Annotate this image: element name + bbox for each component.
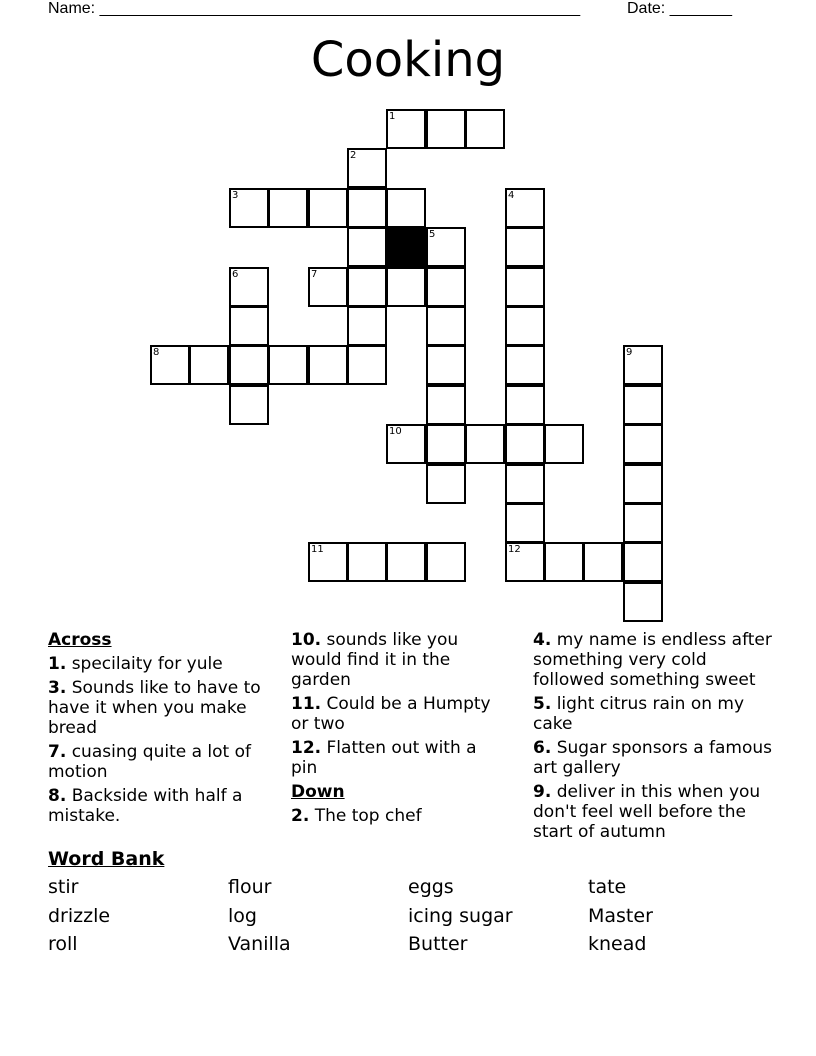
clue-down-6: 6. Sugar sponsors a famous art gallery: [533, 738, 773, 778]
grid-cell[interactable]: [623, 542, 663, 582]
clue-down-5: 5. light citrus rain on my cake: [533, 694, 745, 734]
word-bank-item: tate: [588, 876, 627, 898]
grid-cell[interactable]: [505, 188, 545, 228]
grid-cell[interactable]: [623, 503, 663, 543]
grid-cell[interactable]: [426, 227, 466, 267]
grid-cell[interactable]: [426, 385, 466, 425]
grid-cell[interactable]: [505, 503, 545, 543]
grid-cell[interactable]: [386, 424, 426, 464]
cell-number: 8: [153, 347, 160, 358]
grid-cell[interactable]: [465, 424, 505, 464]
word-bank-item: Butter: [408, 933, 468, 955]
grid-cell[interactable]: [386, 188, 426, 228]
word-bank-item: stir: [48, 876, 79, 898]
grid-cell[interactable]: [505, 267, 545, 307]
cell-number: 11: [311, 544, 324, 555]
grid-cell[interactable]: [150, 345, 190, 385]
name-field-label: Name: ______________________________________________________: [48, 0, 581, 17]
clue-down-4: 4. my name is endless after something very cold followed something sweet: [533, 630, 772, 690]
grid-cell[interactable]: [465, 109, 505, 149]
grid-cell[interactable]: [308, 542, 348, 582]
grid-cell[interactable]: [505, 345, 545, 385]
grid-cell[interactable]: [544, 542, 584, 582]
grid-cell[interactable]: [426, 345, 466, 385]
cell-number: 10: [389, 426, 402, 437]
grid-cell[interactable]: [308, 267, 348, 307]
page-title: Cooking: [310, 32, 506, 88]
grid-cell[interactable]: [229, 385, 269, 425]
down-heading: Down: [291, 782, 345, 802]
grid-cell[interactable]: [426, 542, 466, 582]
grid-cell[interactable]: [426, 424, 466, 464]
grid-cell[interactable]: [229, 306, 269, 346]
clue-across-12: 12. Flatten out with a pin: [291, 738, 477, 778]
clue-across-7: 7. cuasing quite a lot of motion: [48, 742, 252, 782]
grid-cell[interactable]: [308, 345, 348, 385]
grid-cell[interactable]: [386, 267, 426, 307]
grid-cell[interactable]: [426, 109, 466, 149]
grid-cell[interactable]: [505, 464, 545, 504]
date-field-label: Date: _______: [627, 0, 732, 17]
clues-column-2: [291, 630, 503, 830]
cell-number: 1: [389, 111, 396, 122]
word-bank-item: roll: [48, 933, 78, 955]
cell-number: 12: [508, 544, 521, 555]
grid-cell[interactable]: [505, 306, 545, 346]
grid-cell[interactable]: [426, 306, 466, 346]
grid-cell[interactable]: [623, 385, 663, 425]
grid-cell[interactable]: [386, 542, 426, 582]
grid-cell[interactable]: [347, 542, 387, 582]
cell-number: 4: [508, 190, 515, 201]
word-bank-item: Master: [588, 905, 653, 927]
grid-cell[interactable]: [347, 227, 387, 267]
word-bank-item: eggs: [408, 876, 454, 898]
grid-cell[interactable]: [347, 306, 387, 346]
grid-cell[interactable]: [623, 582, 663, 622]
grid-cell[interactable]: [583, 542, 623, 582]
grid-cell[interactable]: [623, 464, 663, 504]
word-bank-item: Vanilla: [228, 933, 291, 955]
grid-cell[interactable]: [347, 188, 387, 228]
grid-cell[interactable]: [268, 345, 308, 385]
across-heading: Across: [48, 630, 112, 650]
clue-down-9: 9. deliver in this when you don't feel well before the start of autumn: [533, 782, 761, 842]
cell-number: 7: [311, 269, 318, 280]
grid-cell[interactable]: [347, 148, 387, 188]
clue-across-8: 8. Backside with half a mistake.: [48, 786, 243, 826]
clue-across-10: 10. sounds like you would find it in the garden: [291, 630, 459, 690]
word-bank-item: drizzle: [48, 905, 111, 927]
cell-number: 9: [626, 347, 633, 358]
grid-cell[interactable]: [426, 464, 466, 504]
clues-column-3: [533, 630, 773, 846]
clue-across-11: 11. Could be a Humpty or two: [291, 694, 491, 734]
clue-down-2: 2. The top chef: [291, 806, 422, 826]
cell-number: 3: [232, 190, 239, 201]
cell-number: 2: [350, 150, 357, 161]
grid-cell[interactable]: [347, 345, 387, 385]
grid-cell[interactable]: [544, 424, 584, 464]
clue-across-3: 3. Sounds like to have to have it when you make bread: [48, 678, 261, 738]
grid-cell[interactable]: [229, 188, 269, 228]
grid-cell[interactable]: [623, 424, 663, 464]
word-bank-title: Word Bank: [48, 848, 165, 870]
grid-cell[interactable]: [268, 188, 308, 228]
grid-cell[interactable]: [505, 227, 545, 267]
grid-cell[interactable]: [347, 267, 387, 307]
grid-cell[interactable]: [505, 542, 545, 582]
cell-number: 6: [232, 269, 239, 280]
clue-across-1: 1. specilaity for yule: [48, 654, 223, 674]
word-bank-item: log: [228, 905, 257, 927]
grid-cell[interactable]: [229, 267, 269, 307]
word-bank-item: knead: [588, 933, 647, 955]
grid-cell[interactable]: [386, 109, 426, 149]
grid-cell[interactable]: [308, 188, 348, 228]
grid-cell[interactable]: [229, 345, 269, 385]
grid-cell[interactable]: [426, 267, 466, 307]
grid-cell[interactable]: [189, 345, 229, 385]
grid-cell[interactable]: [505, 424, 545, 464]
word-bank-item: flour: [228, 876, 272, 898]
word-bank-item: icing sugar: [408, 905, 513, 927]
grid-cell[interactable]: [505, 385, 545, 425]
clues-column-1: [48, 630, 284, 830]
black-cell: [386, 227, 426, 267]
grid-cell[interactable]: [623, 345, 663, 385]
cell-number: 5: [429, 229, 436, 240]
